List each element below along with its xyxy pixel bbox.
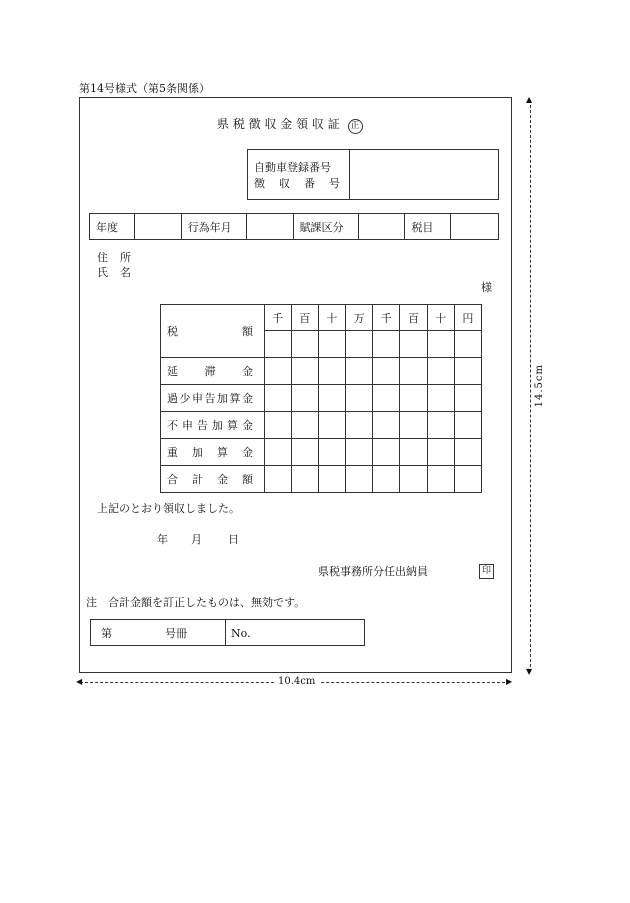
- act-date-label: 行為年月: [181, 214, 247, 240]
- date-day-label: 日: [228, 533, 239, 546]
- title-mark: 正: [348, 119, 363, 134]
- year-field[interactable]: [135, 214, 181, 240]
- note-text: 注 合計金額を訂正したものは、無効です。: [86, 596, 306, 609]
- digit-header: 百: [400, 305, 427, 331]
- height-dimension-line: [530, 100, 531, 672]
- tax-amount-label: 税 額: [161, 305, 265, 358]
- collection-number-label: 徴 収 番 号: [254, 177, 340, 190]
- book-no-label: 第: [101, 627, 112, 640]
- book-label: 号冊: [165, 627, 187, 640]
- category-label: 賦課区分: [293, 214, 359, 240]
- digit-header: 円: [454, 305, 481, 331]
- registration-value-field[interactable]: [352, 152, 492, 196]
- tax-item-label: 税目: [405, 214, 450, 240]
- date-month-label: 月: [191, 533, 202, 546]
- registration-number-label: 自動車登録番号: [254, 161, 331, 174]
- number-label: No.: [231, 627, 251, 640]
- arrow-down-icon: ▼: [526, 667, 533, 676]
- non-declaration-label: 不 申 告 加 算 金: [161, 412, 265, 439]
- name-label: 氏 名: [97, 266, 131, 279]
- info-row-table: [89, 213, 499, 240]
- under-declaration-label: 過 少 申 告 加 算 金: [161, 385, 265, 412]
- form-title: [217, 118, 363, 134]
- heavy-addition-label: 重 加 算 金: [161, 439, 265, 466]
- width-dimension-label: 10.4cm: [274, 677, 319, 687]
- office-label: 県税事務所分任出納員: [318, 565, 428, 578]
- form-number: 第14号様式（第5条関係）: [79, 82, 210, 95]
- honorific: 様: [481, 281, 492, 294]
- digit-header: 万: [346, 305, 373, 331]
- tax-item-field[interactable]: [450, 214, 498, 240]
- arrow-left-icon: ◀: [76, 677, 83, 686]
- category-field[interactable]: [359, 214, 405, 240]
- height-dimension-label: 14.5cm: [534, 364, 545, 408]
- date-year-label: 年: [157, 533, 168, 546]
- amount-table: [160, 304, 482, 493]
- digit-header: 千: [264, 305, 291, 331]
- address-label: 住 所: [97, 251, 131, 264]
- title-text: 県 税 徴 収 金 領 収 証: [217, 117, 340, 131]
- delinquency-label: 延 滞 金: [161, 358, 265, 385]
- book-number-box: [90, 619, 365, 646]
- under-declaration-row: [161, 385, 482, 412]
- registration-box: [247, 149, 499, 200]
- delinquency-row: [161, 358, 482, 385]
- non-declaration-row: [161, 412, 482, 439]
- act-date-field[interactable]: [247, 214, 293, 240]
- heavy-addition-row: [161, 439, 482, 466]
- digit-header: 十: [318, 305, 345, 331]
- received-statement: 上記のとおり領収しました。: [97, 502, 240, 515]
- digit-header: 千: [373, 305, 400, 331]
- arrow-right-icon: ▶: [506, 677, 513, 686]
- digit-header: 百: [291, 305, 318, 331]
- year-label: 年度: [90, 214, 135, 240]
- digit-header: 十: [427, 305, 454, 331]
- seal-mark: 印: [479, 564, 494, 579]
- total-label: 合 計 金 額: [161, 466, 265, 493]
- arrow-up-icon: ▲: [526, 95, 533, 104]
- total-row: [161, 466, 482, 493]
